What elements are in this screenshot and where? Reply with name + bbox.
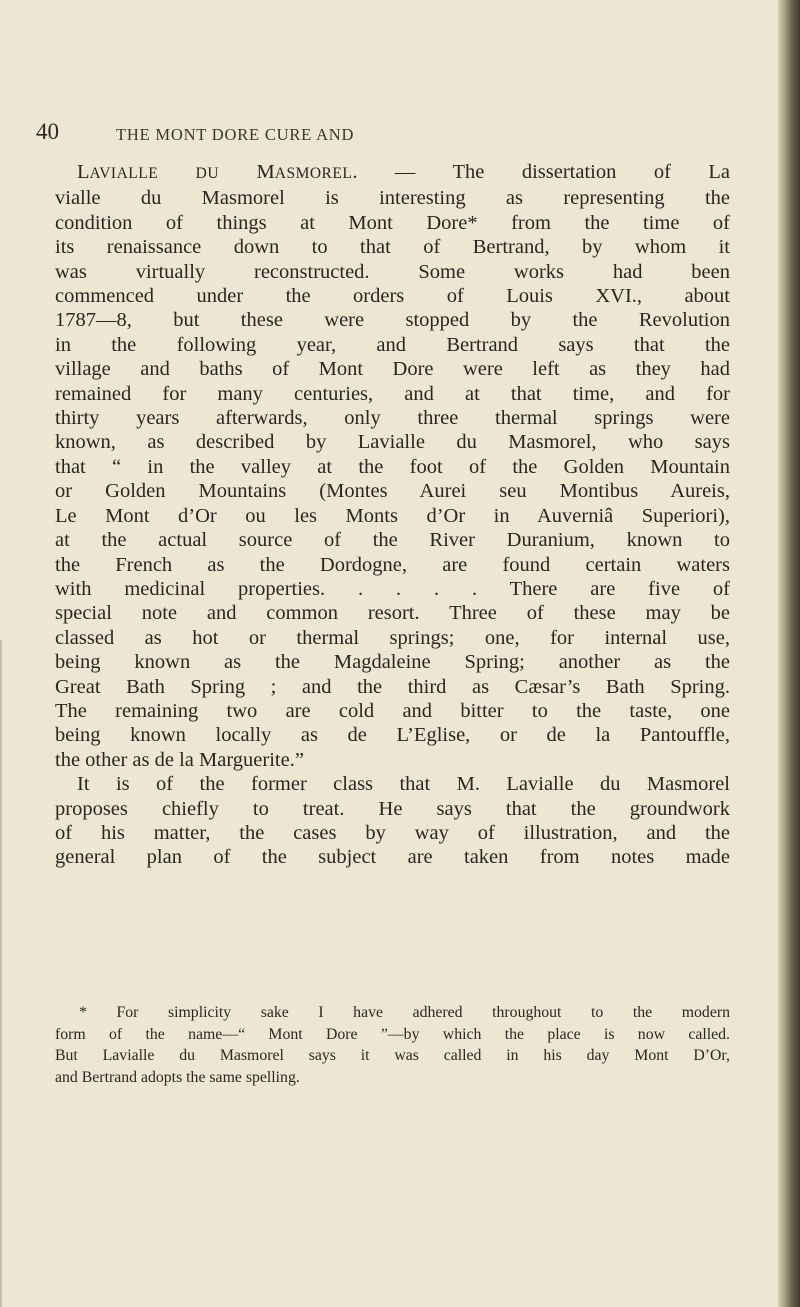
heading-line: [55, 160, 730, 186]
text-line: in the following year, and Bertrand says that the: [55, 333, 730, 356]
text-line: of his matter, the cases by way of illustration, and the: [55, 821, 730, 844]
page-number: 40: [36, 119, 59, 144]
text-line: proposes chiefly to treat. He says that the groundwork: [55, 797, 730, 820]
heading-rest: . — The dissertation of La: [352, 161, 730, 183]
heading-name: LAVIALLE DU MASMOREL: [77, 161, 353, 183]
book-binding-edge: [778, 0, 800, 1307]
page-edge-line: [0, 640, 2, 1307]
text-line: or Golden Mountains (Montes Aurei seu Montibus Aureis,: [55, 480, 730, 503]
running-head-title: THE MONT DORE CURE AND: [116, 125, 355, 144]
running-head: [36, 120, 656, 150]
text-line: with medicinal properties. . . . . There are five of: [55, 577, 730, 600]
footnote-line: * For simplicity sake I have adhered throughout to the modern: [79, 1004, 730, 1021]
footnote-line: form of the name—“ Mont Dore ”—by which the place is now called.: [55, 1025, 730, 1043]
paragraph-2-line: It is of the former class that M. Lavialle du Masmorel: [77, 773, 730, 796]
text-line: village and baths of Mont Dore were left as they had: [55, 358, 730, 381]
text-line: classed as hot or thermal springs; one, for internal use,: [55, 626, 730, 649]
text-line: commenced under the orders of Louis XVI., about: [55, 285, 730, 308]
text-line: its renaissance down to that of Bertrand, by whom it: [55, 236, 730, 259]
text-line: 1787—8, but these were stopped by the Revolution: [55, 309, 730, 332]
text-line: the other as de la Marguerite.”: [55, 748, 304, 771]
footnote: [55, 1002, 730, 1088]
text-line: at the actual source of the River Duranium, known to: [55, 529, 730, 552]
text-line: that “ in the valley at the foot of the Golden Mountain: [55, 455, 730, 478]
text-line: Le Mont d’Or ou les Monts d’Or in Auverniâ Superiori),: [55, 504, 730, 527]
text-line: condition of things at Mont Dore* from the time of: [55, 211, 730, 234]
text-line: thirty years afterwards, only three thermal springs were: [55, 407, 730, 430]
text-line: was virtually reconstructed. Some works had been: [55, 260, 730, 283]
text-line: special note and common resort. Three of these may be: [55, 602, 730, 625]
text-line: The remaining two are cold and bitter to the taste, one: [55, 699, 730, 722]
footnote-line: But Lavialle du Masmorel says it was called in his day Mont D’Or,: [55, 1047, 730, 1065]
text-line: the French as the Dordogne, are found certain waters: [55, 553, 730, 576]
text-line: vialle du Masmorel is interesting as representing the: [55, 187, 730, 210]
text-line: general plan of the subject are taken from notes made: [55, 846, 730, 869]
footnote-line: and Bertrand adopts the same spelling.: [55, 1068, 300, 1086]
text-line: being known as the Magdaleine Spring; another as the: [55, 651, 730, 674]
text-line: known, as described by Lavialle du Masmorel, who says: [55, 431, 730, 454]
text-line: Great Bath Spring ; and the third as Cæsar’s Bath Spring.: [55, 675, 730, 698]
text-line: being known locally as de L’Eglise, or de la Pantouffle,: [55, 724, 730, 747]
main-text: [55, 160, 730, 870]
text-line: remained for many centuries, and at that time, and for: [55, 382, 730, 405]
